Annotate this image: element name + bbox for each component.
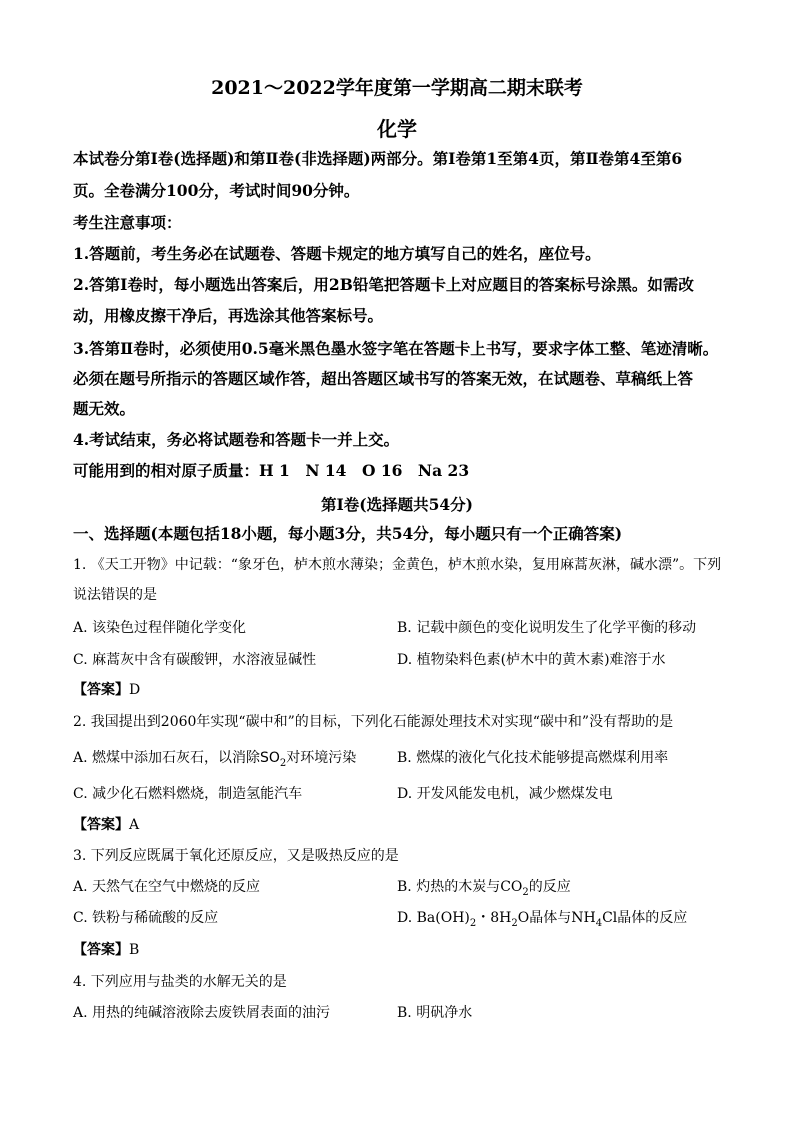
option-text: 的反应 (528, 879, 571, 895)
question-1-answer (73, 680, 140, 700)
question-3-option-a: A. 天然气在空气中燃烧的反应 (73, 879, 261, 895)
section-heading: 第Ⅰ卷(选择题共54分) (321, 495, 473, 514)
question-2-option-b: B. 燃煤的液化气化技术能够提高燃煤利用率 (397, 750, 669, 766)
question-1-option-c: C. 麻蒿灰中含有碳酸钾，水溶液显碱性 (73, 652, 317, 668)
subscript: 2 (511, 917, 518, 929)
intro-line-1: 本试卷分第Ⅰ卷(选择题)和第Ⅱ卷(非选择题)两部分。第Ⅰ卷第1至第4页，第Ⅱ卷第4至第6 (73, 149, 683, 168)
question-2-answer (73, 815, 139, 835)
answer-label: 【答案】 (73, 942, 129, 958)
notice-3c: 题无效。 (73, 399, 136, 418)
question-3-option-d (397, 908, 687, 934)
notice-3b: 必须在题号所指示的答题区域作答，超出答题区域书写的答案无效，在试题卷、草稿纸上答 (73, 369, 694, 388)
exam-title: 2021～2022学年度第一学期高二期末联考 (211, 77, 583, 99)
notice-2a: 2.答第Ⅰ卷时，每小题选出答案后，用2B铅笔把答题卡上对应题目的答案标号涂黑。如需改 (73, 275, 694, 294)
notice-4: 4.考试结束，务必将试题卷和答题卡一并上交。 (73, 430, 400, 449)
notice-title: 考生注意事项： (73, 213, 182, 232)
answer-label: 【答案】 (73, 682, 129, 698)
question-1-stem-1: 1. 《天工开物》中记载：“象牙色，栌木煎水薄染；金黄色，栌木煎水染，复用麻蒿灰淋，碱水漂”。下列 (73, 557, 722, 573)
question-1-option-a: A. 该染色过程伴随化学变化 (73, 620, 247, 636)
option-text: 对环境污染 (286, 750, 357, 766)
question-3-option-c: C. 铁粉与稀硫酸的反应 (73, 910, 219, 926)
option-text: D. Ba(OH) (397, 910, 470, 926)
question-3-answer (73, 940, 139, 960)
question-1-stem-2: 说法错误的是 (73, 587, 157, 603)
subscript: 2 (522, 886, 529, 898)
notice-2b: 动，用橡皮擦干净后，再选涂其他答案标号。 (73, 306, 384, 325)
option-text: A. 燃煤中添加石灰石，以消除 (73, 750, 261, 766)
question-2-option-d: D. 开发风能发电机，减少燃煤发电 (397, 786, 613, 802)
part-heading: 一、选择题(本题包括18小题，每小题3分，共54分，每小题只有一个正确答案) (73, 524, 623, 543)
question-2-option-a (73, 748, 356, 774)
subject-title: 化学 (377, 117, 417, 141)
question-3-stem: 3. 下列反应既属于氧化还原反应，又是吸热反应的是 (73, 848, 399, 864)
subscript: 2 (279, 757, 287, 769)
question-2-option-c: C. 减少化石燃料燃烧，制造氢能汽车 (73, 786, 303, 802)
answer-label: 【答案】 (73, 817, 129, 833)
option-text: Cl晶体的反应 (602, 910, 688, 926)
option-text: B. 灼热的木炭与CO (397, 879, 523, 895)
answer-value: B (129, 942, 140, 958)
question-1-option-b: B. 记载中颜色的变化说明发生了化学平衡的移动 (397, 620, 697, 636)
question-4-option-a: A. 用热的纯碱溶液除去废铁屑表面的油污 (73, 1005, 331, 1021)
answer-value: D (129, 682, 141, 698)
intro-line-2: 页。全卷满分100分，考试时间90分钟。 (73, 181, 360, 200)
notice-1: 1.答题前，考生务必在试题卷、答题卡规定的地方填写自己的姓名，座位号。 (73, 244, 601, 263)
formula: SO (260, 750, 280, 766)
subscript: 4 (595, 917, 603, 929)
atomic-masses: 可能用到的相对原子质量：H 1 N 14 O 16 Na 23 (73, 461, 470, 480)
question-1-option-d: D. 植物染料色素(栌木中的黄木素)难溶于水 (397, 652, 666, 668)
subscript: 2 (469, 917, 477, 929)
question-4-stem: 4. 下列应用与盐类的水解无关的是 (73, 974, 287, 990)
option-text: ・8H (476, 910, 512, 926)
question-3-option-b (397, 877, 571, 903)
question-4-option-b: B. 明矾净水 (397, 1005, 473, 1021)
notice-3a: 3.答第Ⅱ卷时，必须使用0.5毫米黑色墨水签字笔在答题卡上书写，要求字体工整、笔迹清晰。 (73, 339, 719, 358)
answer-value: A (129, 817, 140, 833)
question-2-stem: 2. 我国提出到2060年实现“碳中和”的目标，下列化石能源处理技术对实现“碳中和”没有帮助的是 (73, 714, 674, 730)
option-text: O晶体与NH (517, 910, 596, 926)
